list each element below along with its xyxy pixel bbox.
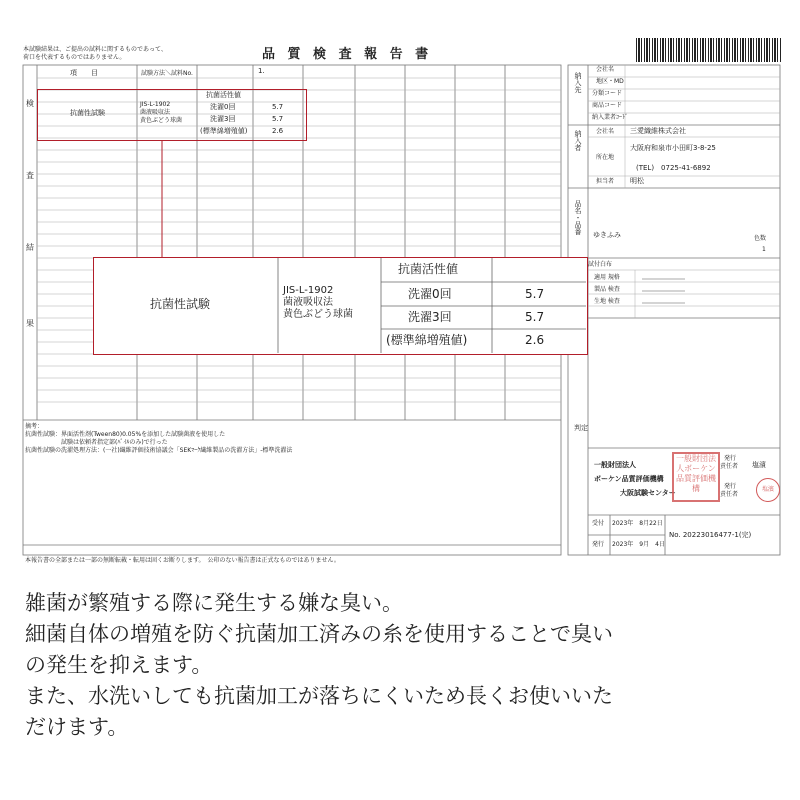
person-label: 担当者 — [596, 178, 615, 185]
product-name: ゆきふみ — [593, 231, 621, 239]
certifier-name: 塩濱 — [752, 461, 766, 469]
standard-label: 適用 規格 — [594, 274, 620, 281]
responsible-label: 責任者 — [720, 491, 739, 498]
zoom-result-method: 菌液吸収法 — [283, 297, 333, 308]
zoom-result-value: 2.6 — [525, 333, 545, 347]
notice-line: 荷口を代表するものではありません。 — [23, 54, 126, 61]
zoom-result-label: 洗濯3回 — [408, 310, 452, 324]
report-number: No. 20223016477-1(完) — [669, 531, 752, 539]
issued-date: 2023年 9月 4日 — [612, 541, 665, 548]
row-label-result: 果 — [26, 319, 34, 328]
caption-line: 細菌自体の増殖を防ぐ抗菌加工済みの糸を使用することで臭い — [25, 622, 613, 646]
org-line: 大阪試験センター — [620, 489, 676, 497]
zoom-result-header: 抗菌活性値 — [398, 262, 459, 276]
org-line: 一般財団法人 — [594, 461, 636, 469]
zoom-result-value: 5.7 — [525, 287, 545, 301]
remark-line: 試験は依頼者指定部(ﾊﾟｲﾙのみ)で行った — [25, 439, 168, 446]
notice-line: 本試験結果は、ご提出の試料に関するものであって、 — [23, 46, 167, 53]
small-result-method: 黄色ぶどう球菌 — [140, 117, 183, 124]
caption-line: 雑菌が繁殖する際に発生する嫌な臭い。 — [25, 591, 403, 615]
dest-field-label: 納入業者ｺｰﾄﾞ — [592, 114, 629, 121]
zoom-result-method: JIS-L-1902 — [283, 285, 334, 296]
issued-label: 発行 — [592, 541, 605, 548]
issue-label: 発行 — [724, 455, 737, 462]
report-title: 品 質 検 査 報 告 書 — [262, 47, 433, 62]
side-label-destination: 納入先 — [574, 72, 582, 93]
zoom-result-value: 5.7 — [525, 310, 545, 324]
col-sample-no: 1. — [258, 67, 265, 75]
caption-line: また、水洗いしても抗菌加工が落ちにくいため長くお使いいた — [25, 684, 613, 708]
row-label-result: 結 — [26, 243, 34, 252]
caption-line: の発生を抑えます。 — [25, 653, 213, 677]
remark-line: 抗菌性試験：界面活性剤(Tween80)0.05%を添加した試験菌液を使用した — [25, 431, 226, 438]
dest-field-label: 地区・MD — [596, 78, 624, 85]
zoom-result-item: 抗菌性試験 — [150, 297, 211, 311]
zoom-result-method: 黄色ぶどう球菌 — [283, 309, 353, 320]
row-label-inspection: 検 — [26, 99, 34, 108]
side-label-deliverer: 納入者 — [574, 130, 582, 151]
caption-line: だけます。 — [25, 715, 129, 739]
side-label-product: 品名・品番 — [574, 200, 582, 235]
dest-field-label: 会社名 — [596, 66, 615, 73]
small-result-method: 菌液吸収法 — [140, 109, 171, 116]
person-value: 明松 — [630, 177, 644, 185]
sample-label: 試付白布 — [588, 261, 613, 268]
small-result-value: 5.7 — [272, 103, 284, 111]
company-label: 会社名 — [596, 128, 615, 135]
small-result-header: 抗菌活性値 — [206, 91, 241, 99]
company-value: 三愛織維株式会社 — [630, 127, 686, 135]
tel-value: (TEL) 0725-41-6892 — [636, 164, 711, 172]
dest-field-label: 商品コード — [592, 102, 623, 109]
caption — [25, 588, 785, 743]
issue-label: 発行 — [724, 483, 737, 490]
org-line: ボーケン品質評価機構 — [594, 475, 664, 483]
small-result-label: 洗濯0回 — [210, 103, 236, 111]
col-item-header: 項 目 — [70, 69, 98, 77]
small-result-label: 洗濯3回 — [210, 115, 236, 123]
col-method-header: 試験方法＼試料No. — [141, 70, 193, 77]
zoom-result-label: 洗濯0回 — [408, 287, 452, 301]
seal-text: 塩濱 — [761, 486, 774, 493]
small-result-item: 抗菌性試験 — [70, 109, 105, 117]
small-result-value: 2.6 — [272, 127, 284, 135]
address-label: 所在地 — [596, 154, 615, 161]
side-label-judgement: 判定 — [574, 424, 588, 432]
address-value: 大阪府和泉市小田町3-8-25 — [630, 144, 716, 152]
responsible-label: 責任者 — [720, 463, 739, 470]
small-result-method: JIS-L-1902 — [140, 101, 171, 108]
stamp-text: 一般財団法人ボーケン品質評価機構 — [676, 454, 716, 493]
small-result-label: (標準綿増殖値) — [200, 127, 248, 135]
remark-line: 摘考： — [25, 423, 44, 430]
color-count-value: 1 — [762, 246, 766, 253]
zoom-result-label: (標準綿増殖値) — [386, 333, 468, 347]
color-count-label: 色数 — [754, 235, 767, 242]
received-date: 2023年 8月22日 — [612, 520, 663, 527]
standard-label: 製品 検査 — [594, 286, 620, 293]
standard-label: 生地 検査 — [594, 298, 620, 305]
row-label-inspection: 査 — [26, 171, 34, 180]
document-footer: 本報告書の全部または一部の無断転載・転用は固くお断りします。 公印のない報告書は正式なものではありません。 — [25, 557, 340, 564]
dest-field-label: 分類コード — [592, 90, 623, 97]
small-result-value: 5.7 — [272, 115, 284, 123]
remark-line: 抗菌性試験の洗濯処理方法：(一社)繊維評価技術協議会「SEKﾏｰｸ繊維製品の洗濯方法」-標準洗濯法 — [25, 447, 293, 454]
received-label: 受付 — [592, 520, 605, 527]
